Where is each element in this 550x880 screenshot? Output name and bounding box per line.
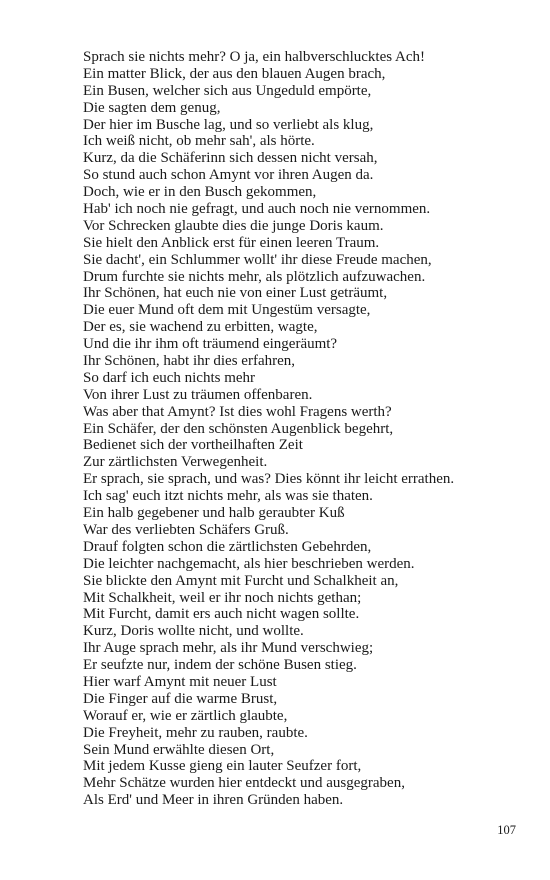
poem-line: Sprach sie nichts mehr? O ja, ein halbverschlucktes Ach! (83, 49, 425, 65)
poem-line: Was aber that Amynt? Ist dies wohl Fragens werth? (83, 403, 392, 420)
poem-line: Mehr Schätze wurden hier entdeckt und ausgegraben, (83, 775, 405, 792)
poem-line: Sein Mund erwählte diesen Ort, (83, 741, 275, 758)
poem-line: Bedienet sich der vortheilhaften Zeit (83, 437, 303, 454)
poem-line: Von ihrer Lust zu träumen offenbaren. (83, 386, 313, 403)
poem-line: Ein halb gegebener und halb geraubter Kuß (83, 505, 345, 522)
poem-line: Der hier im Busche lag, und so verliebt als klug, (83, 116, 374, 133)
poem-line: Als Erd' und Meer in ihren Gründen haben. (83, 792, 344, 809)
poem-line: Doch, wie er in den Busch gekommen, (83, 184, 317, 201)
page-number: 107 (497, 823, 516, 837)
poem-line: Sie hielt den Anblick erst für einen leeren Traum. (83, 234, 380, 251)
poem-line: So darf ich euch nichts mehr (83, 369, 256, 386)
poem-line: Die leichter nachgemacht, als hier beschrieben werden. (83, 555, 415, 572)
poem-line: Er seufzte nur, indem der schöne Busen stieg. (83, 657, 357, 674)
poem-line: Mit Furcht, damit ers auch nicht wagen sollte. (83, 606, 360, 623)
poem-line: Die Finger auf die warme Brust, (83, 690, 278, 707)
poem-line: Ein Busen, welcher sich aus Ungeduld empörte, (83, 82, 372, 99)
poem-line: Vor Schrecken glaubte dies die junge Doris kaum. (83, 217, 384, 234)
poem-line: Kurz, da die Schäferinn sich dessen nicht versah, (83, 150, 378, 167)
poem-line: So stund auch schon Amynt vor ihren Augen da. (83, 167, 374, 184)
poem-line: Zur zärtlichsten Verwegenheit. (83, 454, 268, 471)
poem-line: Ihr Schönen, hat euch nie von einer Lust geträumt, (83, 285, 388, 302)
poem-line: Mit Schalkheit, weil er ihr noch nichts gethan; (83, 589, 362, 606)
poem-line: Worauf er, wie er zärtlich glaubte, (83, 707, 288, 724)
poem-line: Ein Schäfer, der den schönsten Augenblick begehrt, (83, 420, 394, 437)
poem-line: Ihr Auge sprach mehr, als ihr Mund verschwieg; (83, 640, 374, 657)
poem-line: Drum furchte sie nichts mehr, als plötzlich aufzuwachen. (83, 268, 426, 285)
poem-line: War des verliebten Schäfers Gruß. (83, 521, 289, 538)
poem-line: Ich sag' euch itzt nichts mehr, als was sie thaten. (83, 488, 373, 505)
poem-line: Die Freyheit, mehr zu rauben, raubte. (83, 724, 308, 741)
poem-line: Die sagten dem genug, (83, 99, 221, 116)
poem-line: Ein matter Blick, der aus den blauen Augen brach, (83, 65, 386, 82)
poem-line: Ihr Schönen, habt ihr dies erfahren, (83, 353, 296, 370)
poem-line: Er sprach, sie sprach, und was? Dies könnt ihr leicht errathen. (83, 471, 455, 488)
poem-line: Der es, sie wachend zu erbitten, wagte, (83, 319, 318, 336)
poem-line: Ich weiß nicht, ob mehr sah', als hörte. (83, 133, 315, 150)
poem-line: Kurz, Doris wollte nicht, und wollte. (83, 623, 304, 640)
poem-line: Mit jedem Kusse gieng ein lauter Seufzer fort, (83, 758, 362, 775)
poem-line: Und die ihr ihm oft träumend eingeräumt? (83, 336, 338, 353)
poem-line: Hier warf Amynt mit neuer Lust (83, 673, 277, 690)
poem-line: Hab' ich noch nie gefragt, und auch noch nie vernommen. (83, 201, 431, 218)
poem-line: Sie dacht', ein Schlummer wollt' ihr diese Freude machen, (83, 251, 432, 268)
poem-line: Sie blickte den Amynt mit Furcht und Schalkheit an, (83, 572, 399, 589)
poem-line: Die euer Mund oft dem mit Ungestüm versagte, (83, 302, 371, 319)
poem-text (83, 49, 533, 809)
poem-line: Drauf folgten schon die zärtlichsten Gebehrden, (83, 538, 372, 555)
